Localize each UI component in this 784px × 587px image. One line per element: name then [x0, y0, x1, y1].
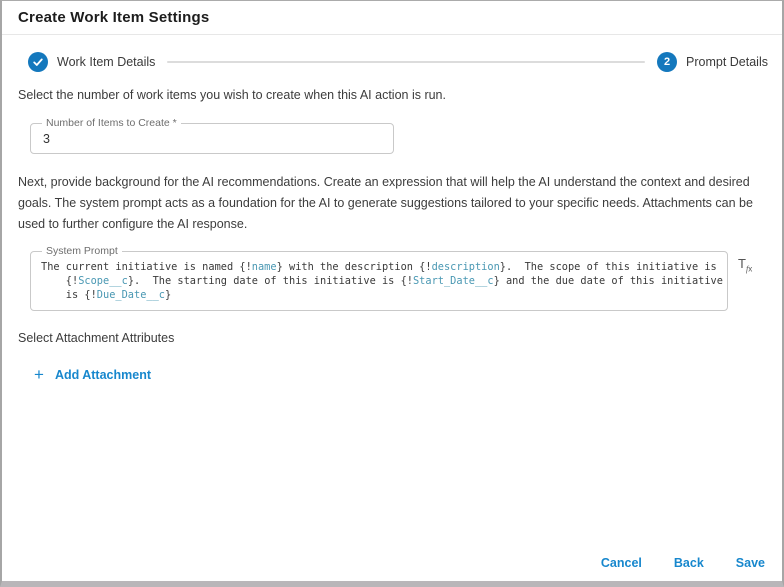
system-prompt-text[interactable]: The current initiative is named {!name} with the description {!description}. The scope of this initiative is {!Scope__c}. The starting date of this initiative is {!Start_Date__c} and the due date of this initiative is {!Due_Date__c} [41, 261, 723, 301]
check-icon [28, 52, 48, 72]
cancel-button[interactable]: Cancel [600, 556, 642, 570]
formula-toggle-icon[interactable]: $T_{fx}$ [738, 256, 753, 274]
system-prompt-label: System Prompt [42, 245, 122, 257]
stepper [2, 35, 782, 72]
add-attachment-button[interactable] [34, 365, 152, 384]
stepper-connector-line [167, 61, 645, 63]
step2-label: Prompt Details [686, 55, 768, 69]
back-button[interactable]: Back [673, 556, 704, 570]
intro-text: Select the number of work items you wish to create when this AI action is run. [18, 88, 446, 102]
attachment-section-label: Select Attachment Attributes [18, 331, 175, 345]
footer-actions [601, 556, 765, 570]
number-of-items-input[interactable] [43, 132, 373, 146]
step-work-item-details[interactable] [28, 52, 155, 72]
number-of-items-field [30, 117, 394, 154]
system-prompt-field[interactable] [30, 245, 728, 311]
plus-icon: + [34, 365, 44, 384]
number-of-items-label: Number of Items to Create * [42, 117, 181, 129]
step-number-badge: 2 [657, 52, 677, 72]
save-button[interactable]: Save [735, 556, 765, 570]
step-prompt-details[interactable] [657, 52, 768, 72]
system-prompt-row [30, 245, 766, 311]
description-text: Next, provide background for the AI recommendations. Create an expression that will help the AI understand the context and desired goals. The system prompt acts as a foundation for the AI to generate suggestions tailored to your specific needs. Attachments can be used to further configure the AI response. [18, 175, 753, 231]
step1-label: Work Item Details [57, 55, 156, 69]
add-attachment-label: Add Attachment [54, 368, 152, 382]
page-title: Create Work Item Settings [2, 1, 782, 35]
